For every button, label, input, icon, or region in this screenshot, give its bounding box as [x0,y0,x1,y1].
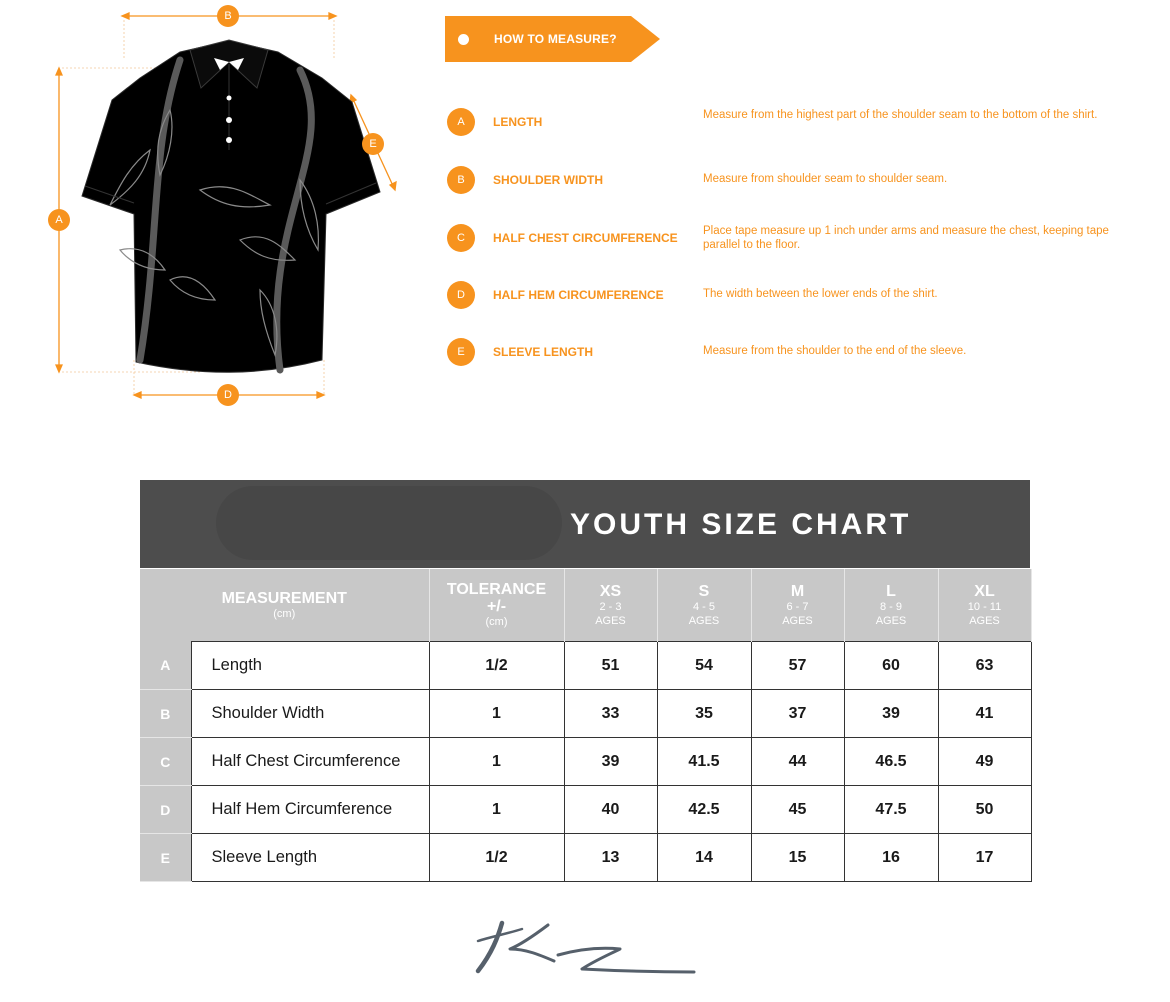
tolerance-header-unit: (cm) [485,616,508,628]
size-chart-title: YOUTH SIZE CHART [570,508,912,541]
marker-e: E [362,133,384,155]
row-key: A [140,642,191,690]
tolerance-header-label: TOLERANCE [446,581,547,598]
row-measurement-name: Shoulder Width [191,690,429,738]
measure-key-badge: C [447,224,475,252]
row-measurement-name: Half Hem Circumference [191,786,429,834]
measure-description: Measure from the shoulder to the end of the sleeve. [703,345,967,357]
cell-s: 14 [657,834,751,882]
measurement-column-header [140,569,429,642]
size-column-header-m [751,569,844,642]
cell-m: 15 [751,834,844,882]
row-measurement-name: Half Chest Circumference [191,738,429,786]
size-column-header-s [657,569,751,642]
row-measurement-name: Length [191,642,429,690]
table-row [140,690,1031,738]
cell-xl: 50 [938,786,1031,834]
cell-l: 39 [844,690,938,738]
size-label: XS [599,582,622,600]
measure-item-shoulder-width [447,166,1127,196]
size-chart-header-row [140,569,1031,642]
row-tolerance: 1 [429,738,564,786]
marker-a: A [48,209,70,231]
cell-xs: 33 [564,690,657,738]
measurement-header-unit: (cm) [273,607,296,620]
size-age-unit: AGES [595,614,626,627]
measure-key-badge: B [447,166,475,194]
size-label: XL [974,582,995,600]
cell-m: 37 [751,690,844,738]
size-column-header-l [844,569,938,642]
size-age-range: 6 - 7 [786,600,809,613]
measure-description: Measure from the highest part of the shoulder seam to the bottom of the shirt. [703,109,1098,121]
marker-d: D [217,384,239,406]
marker-b: B [217,5,239,27]
measurement-header-label: MEASUREMENT [221,589,347,607]
measure-name: SHOULDER WIDTH [493,173,603,187]
size-age-range: 4 - 5 [692,600,715,613]
row-key: E [140,834,191,882]
size-age-range: 8 - 9 [879,600,902,613]
measure-description: The width between the lower ends of the shirt. [703,288,938,300]
kz-signature-logo [470,915,700,980]
how-to-measure-banner [445,16,660,62]
table-row [140,786,1031,834]
cell-m: 44 [751,738,844,786]
row-tolerance: 1 [429,786,564,834]
cell-xs: 13 [564,834,657,882]
measure-key-badge: E [447,338,475,366]
cell-xl: 41 [938,690,1031,738]
table-row [140,834,1031,882]
size-chart-header [140,480,1030,568]
cell-l: 47.5 [844,786,938,834]
measure-key-badge: A [447,108,475,136]
measure-name: SLEEVE LENGTH [493,345,594,359]
bullet-dot-icon [458,34,469,45]
row-key: B [140,690,191,738]
cell-s: 35 [657,690,751,738]
size-age-range: 2 - 3 [599,600,622,613]
measure-description: Place tape measure up 1 inch under arms and measure the chest, keeping tape parallel to the floor. [703,225,1109,251]
cell-xl: 49 [938,738,1031,786]
size-column-header-xs [564,569,657,642]
row-tolerance: 1 [429,690,564,738]
cell-xs: 40 [564,786,657,834]
measure-name: HALF CHEST CIRCUMFERENCE [493,231,678,245]
size-age-range: 10 - 11 [967,600,1002,613]
cell-xs: 39 [564,738,657,786]
row-tolerance: 1/2 [429,834,564,882]
tolerance-header-sub: +/- [486,598,507,615]
cell-l: 60 [844,642,938,690]
size-age-unit: AGES [688,614,720,627]
measure-name: LENGTH [493,115,543,129]
cell-s: 42.5 [657,786,751,834]
size-label: L [886,582,896,600]
measure-item-length [447,108,1127,138]
table-row [140,738,1031,786]
size-column-header-xl [938,569,1031,642]
cell-l: 16 [844,834,938,882]
cell-xl: 17 [938,834,1031,882]
measure-name: HALF HEM CIRCUMFERENCE [493,288,664,302]
cell-s: 54 [657,642,751,690]
size-age-unit: AGES [782,614,813,627]
header-pill-decoration [216,486,562,560]
row-tolerance: 1/2 [429,642,564,690]
size-chart-table [140,569,1032,882]
size-label: M [790,582,805,600]
cell-xl: 63 [938,642,1031,690]
shirt-diagram [0,0,420,420]
measure-item-half-hem [447,281,1127,311]
cell-xs: 51 [564,642,657,690]
measure-item-sleeve-length [447,338,1127,368]
measure-item-half-chest [447,224,1127,254]
kz-logo-icon [470,915,700,980]
tolerance-column-header [429,569,564,642]
cell-l: 46.5 [844,738,938,786]
row-measurement-name: Sleeve Length [191,834,429,882]
measure-description: Measure from shoulder seam to shoulder seam. [703,173,948,185]
cell-m: 57 [751,642,844,690]
table-row [140,642,1031,690]
cell-s: 41.5 [657,738,751,786]
row-key: D [140,786,191,834]
how-to-measure-title: HOW TO MEASURE? [494,32,617,46]
size-age-unit: AGES [875,614,907,627]
measure-key-badge: D [447,281,475,309]
cell-m: 45 [751,786,844,834]
size-label: S [698,582,710,600]
size-age-unit: AGES [969,614,1000,627]
row-key: C [140,738,191,786]
